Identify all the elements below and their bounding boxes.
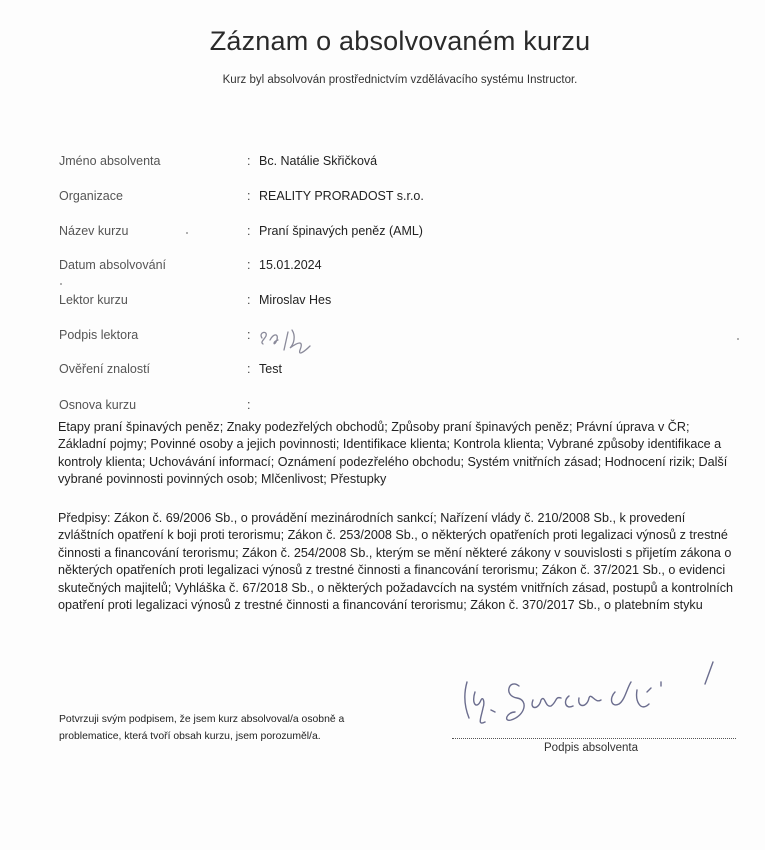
confirmation-statement: Potvrzuji svým podpisem, že jsem kurz absolvoval/a osobně a problematice, která tvoří obsah kurzu, jsem porozuměl/a. xyxy=(59,714,345,742)
field-value: Test xyxy=(259,362,282,376)
field-value: 15.01.2024 xyxy=(259,258,322,272)
field-colon: : xyxy=(247,258,251,272)
field-label: Jméno absolventa xyxy=(59,154,161,168)
field-colon: : xyxy=(247,154,251,168)
scan-speck xyxy=(60,283,62,285)
document-title: Záznam o absolvovaném kurzu xyxy=(209,26,591,56)
field-label: Název kurzu xyxy=(59,224,129,238)
field-colon: : xyxy=(247,328,251,342)
field-label: Datum absolvování xyxy=(59,258,167,272)
field-label: Podpis lektora xyxy=(59,328,139,342)
graduate-signature xyxy=(455,652,725,732)
field-colon: : xyxy=(247,362,251,376)
field-value: REALITY PRORADOST s.r.o. xyxy=(259,189,424,203)
field-value: Praní špinavých peněz (AML) xyxy=(259,224,423,238)
document-subtitle: Kurz byl absolvován prostřednictvím vzdělávacího systému Instructor. xyxy=(222,74,578,86)
field-label: Organizace xyxy=(59,189,123,203)
field-colon: : xyxy=(247,398,251,412)
field-colon: : xyxy=(247,293,251,307)
signature-line xyxy=(452,738,736,739)
field-colon: : xyxy=(247,189,251,203)
field-colon: : xyxy=(247,224,251,238)
scan-speck xyxy=(737,338,739,340)
lector-signature xyxy=(244,320,344,360)
field-label: Lektor kurzu xyxy=(59,293,128,307)
signature-label: Podpis absolventa xyxy=(544,742,638,754)
course-outline-text: Etapy praní špinavých peněz; Znaky podezřelých obchodů; Způsoby praní špinavých peněz; Právní úprava v ČR; Základní pojmy; Povinné osoby a jejich povinnosti; Identifikace klienta; Kontrola klienta; Vybrané způsoby identifikace a kontroly klienta; Uchovávání informací; Oznámení podezřelého obchodu; Systém vnitřních zásad; Hodnocení rizik; Další vybrané povinnosti povinných osob; Mlčenlivost; Přestupky xyxy=(58,420,728,487)
field-label: Ověření znalostí xyxy=(59,362,151,376)
scan-speck xyxy=(186,232,188,234)
regulations-text: Předpisy: Zákon č. 69/2006 Sb., o provádění mezinárodních sankcí; Nařízení vlády č. 210/2008 Sb., k provedení zvláštních opatření k boji proti terorismu; Zákon č. 253/2008 Sb., o některých opatřeních proti legalizaci výnosů z trestné činnosti a financování terorismu; Zákon č. 254/2008 Sb., kterým se mění některé zákony v souvislosti s přijetím zákona o některých opatřeních proti legalizaci výnosů z trestné činnosti a financování terorismu; Zákon č. 37/2021 Sb., o evidenci skutečných majitelů; Vyhláška č. 67/2018 Sb., o některých požadavcích na systém vnitřních zásad, postupů a kontrolních opatření proti legalizaci výnosů z trestné činnosti a financování terorismu; Zákon č. 370/2017 Sb., o platebním styku xyxy=(58,511,734,613)
field-value: Miroslav Hes xyxy=(259,293,332,307)
field-value: Bc. Natálie Skřičková xyxy=(259,154,378,168)
field-label: Osnova kurzu xyxy=(59,398,137,412)
